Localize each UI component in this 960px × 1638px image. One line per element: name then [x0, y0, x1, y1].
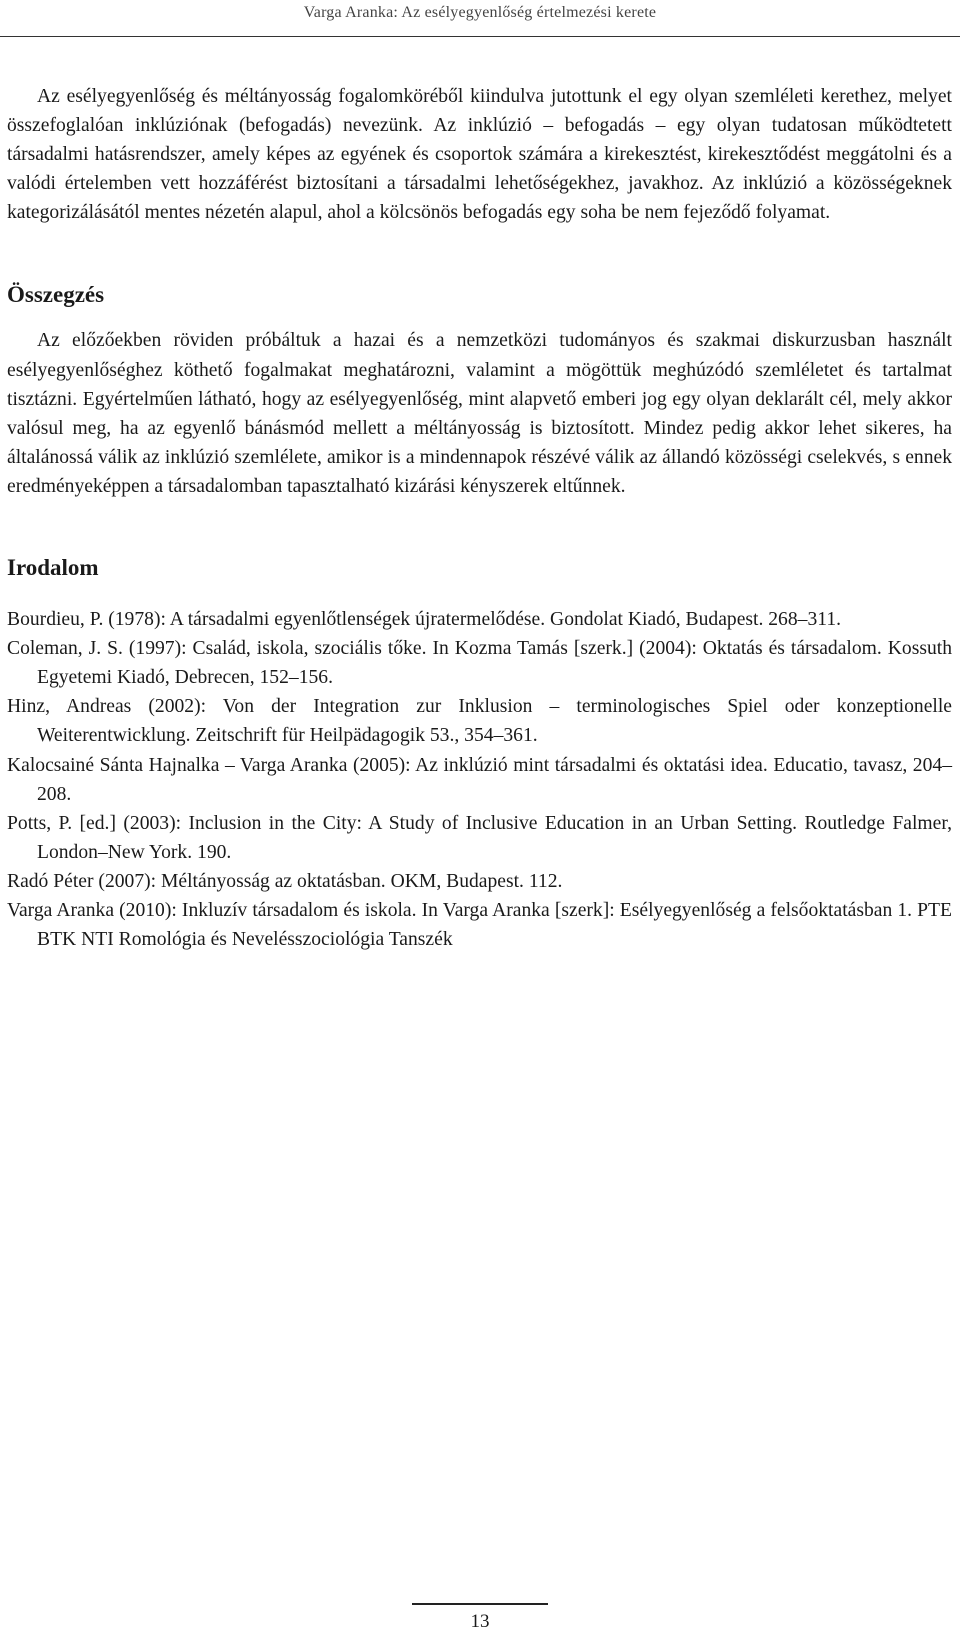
reference-item: Kalocsainé Sánta Hajnalka – Varga Aranka (2005): Az inklúzió mint társadalmi és oktatási idea. Educatio, tavasz, 204–208. [7, 754, 952, 805]
footer-rule [412, 1603, 548, 1605]
running-title: Varga Aranka: Az esélyegyenlőség értelmezési kerete [303, 4, 657, 21]
summary-heading: Összegzés [7, 282, 105, 308]
reference-item: Coleman, J. S. (1997): Család, iskola, szociális tőke. In Kozma Tamás [szerk.] (2004): Oktatás és társadalom. Kossuth Egyetemi Kiadó, Debrecen, 152–156. [7, 638, 952, 689]
references-heading: Irodalom [7, 555, 99, 581]
reference-item: Potts, P. [ed.] (2003): Inclusion in the City: A Study of Inclusive Education in an Urban Setting. Routledge Falmer, London–New York. 190. [7, 812, 952, 863]
intro-paragraph: Az esélyegyenlőség és méltányosság fogalomköréből kiindulva jutottunk el egy olyan szemléleti kerethez, melyet összefoglalóan inklúziónak (befogadás) nevezünk. Az inklúzió – befogadás – egy olyan tudatosan működtetett társadalmi hatásrendszer, amely képes az egyének és csoportok számára a kirekesztést, kirekesztődést meggátolni és a valódi értelemben vett hozzáférést biztosítani a társadalmi lehetőségekhez, javakhoz. Az inklúzió a közösségeknek kategorizálásától mentes nézetén alapul, ahol a kölcsönös befogadás egy soha be nem fejeződő folyamat. [7, 86, 952, 224]
running-header [0, 0, 960, 37]
reference-item: Radó Péter (2007): Méltányosság az oktatásban. OKM, Budapest. 112. [7, 870, 563, 892]
reference-item: Hinz, Andreas (2002): Von der Integration zur Inklusion – terminologisches Spiel oder konzeptionelle Weiterentwicklung. Zeitschrift für Heilpädagogik 53., 354–361. [7, 696, 952, 747]
reference-item: Varga Aranka (2010): Inkluzív társadalom és iskola. In Varga Aranka [szerk]: Esélyegyenlőség a felsőoktatásban 1. PTE BTK NTI Romológia és Nevelésszociológia Tanszék [7, 899, 952, 951]
page-number: 13 [470, 1611, 490, 1632]
page-content [7, 82, 952, 954]
summary-paragraph: Az előzőekben röviden próbáltuk a hazai és a nemzetközi tudományos és szakmai diskurzusban használt esélyegyenlőséghez köthető fogalmakat meghatározni, valamint a mögöttük meghúzódó szemléletet és tartalmat tisztázni. Egyértelműen látható, hogy az esélyegyenlőség, mint alapvető emberi jog egy olyan deklarált cél, mely akkor valósul meg, ha az egyenlő bánásmód mellett a méltányosság is biztosított. Mindez pedig akkor lehet sikeres, ha általánossá válik az inklúzió szemlélete, amikor is a mindennapok részévé válik az állandó közösségi cselekvés, s ennek eredményeképpen a társadalomban tapasztalható kizárási kényszerek eltűnnek. [7, 330, 952, 497]
reference-item: Bourdieu, P. (1978): A társadalmi egyenlőtlenségek újratermelődése. Gondolat Kiadó, Budapest. 268–311. [7, 609, 842, 631]
reference-list [7, 605, 952, 954]
